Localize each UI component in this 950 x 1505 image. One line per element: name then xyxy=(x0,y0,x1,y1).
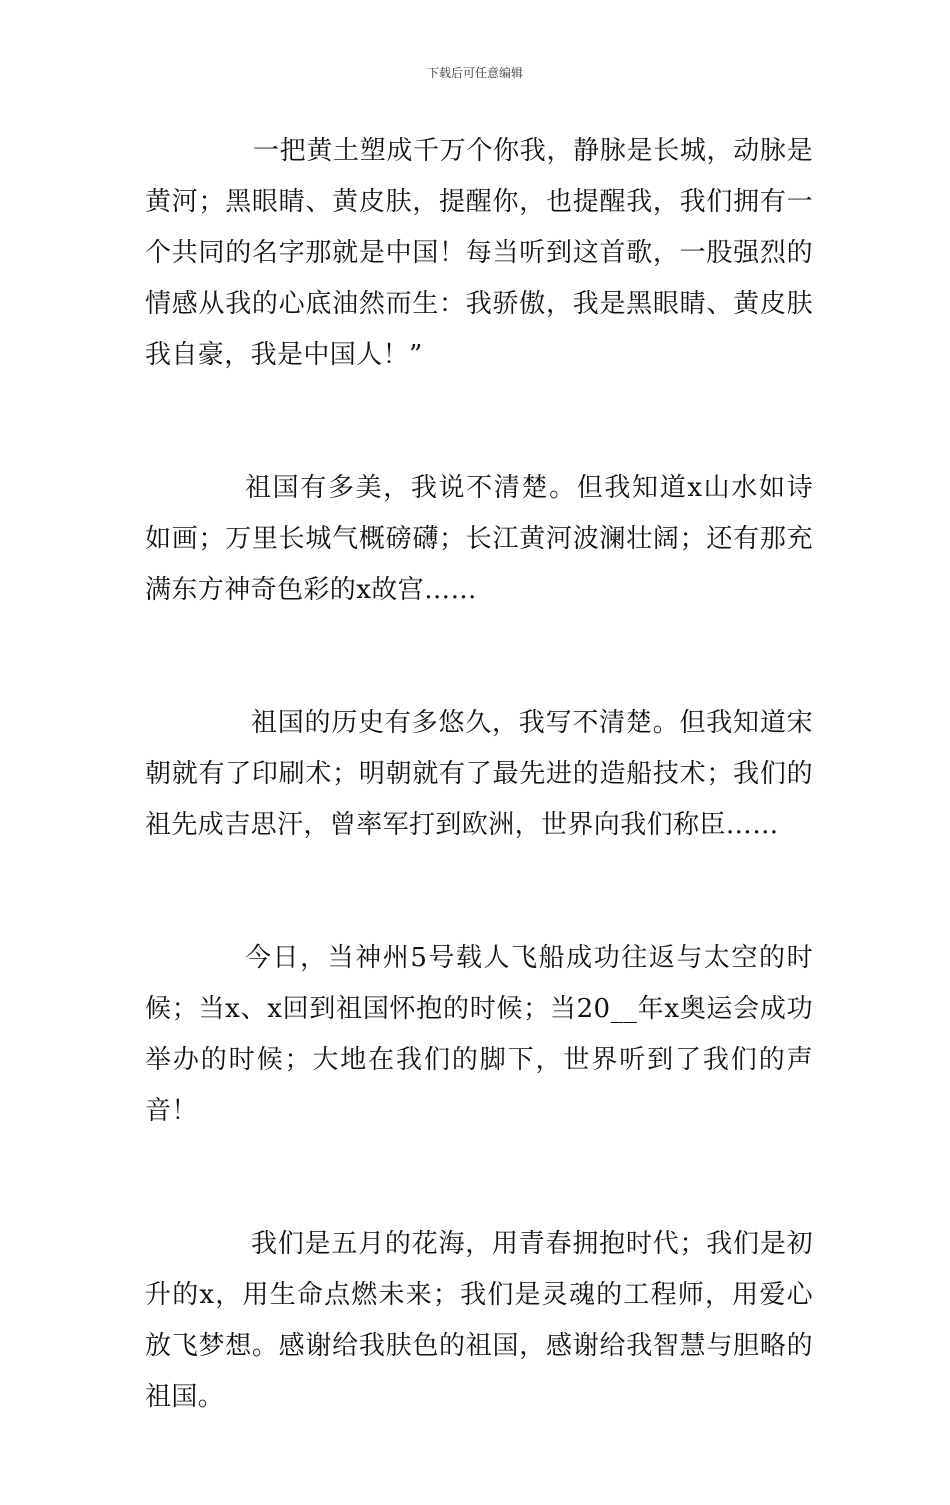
paragraph-5: 我们是五月的花海，用青春拥抱时代；我们是初升的x，用生命点燃未来；我们是灵魂的工程师，用爱心放飞梦想。感谢给我肤色的祖国，感谢给我智慧与胆略的祖国。 xyxy=(145,1229,813,1412)
paragraph-4: 今日，当神州5号载人飞船成功往返与太空的时候；当x、x回到祖国怀抱的时候；当20__年x奥运会成功举办的时候；大地在我们的脚下，世界听到了我们的声音！ xyxy=(145,943,813,1126)
paragraph-1: 一把黄土塑成千万个你我，静脉是长城，动脉是黄河；黑眼睛、黄皮肤，提醒你，也提醒我，我们拥有一个共同的名字那就是中国！每当听到这首歌，一股强烈的情感从我的心底油然而生：我骄傲，我是黑眼睛、黄皮肤我自豪，我是中国人！” xyxy=(145,136,813,370)
page-header: 下载后可任意编辑 xyxy=(426,66,523,80)
document-body xyxy=(145,126,813,1505)
paragraph-2: 祖国有多美，我说不清楚。但我知道x山水如诗如画；万里长城气概磅礴；长江黄河波澜壮阔；还有那充满东方神奇色彩的x故宫…… xyxy=(145,473,813,605)
paragraph-3: 祖国的历史有多悠久，我写不清楚。但我知道宋朝就有了印刷术；明朝就有了最先进的造船技术；我们的祖先成吉思汗，曾率军打到欧洲，世界向我们称臣…… xyxy=(145,708,813,840)
